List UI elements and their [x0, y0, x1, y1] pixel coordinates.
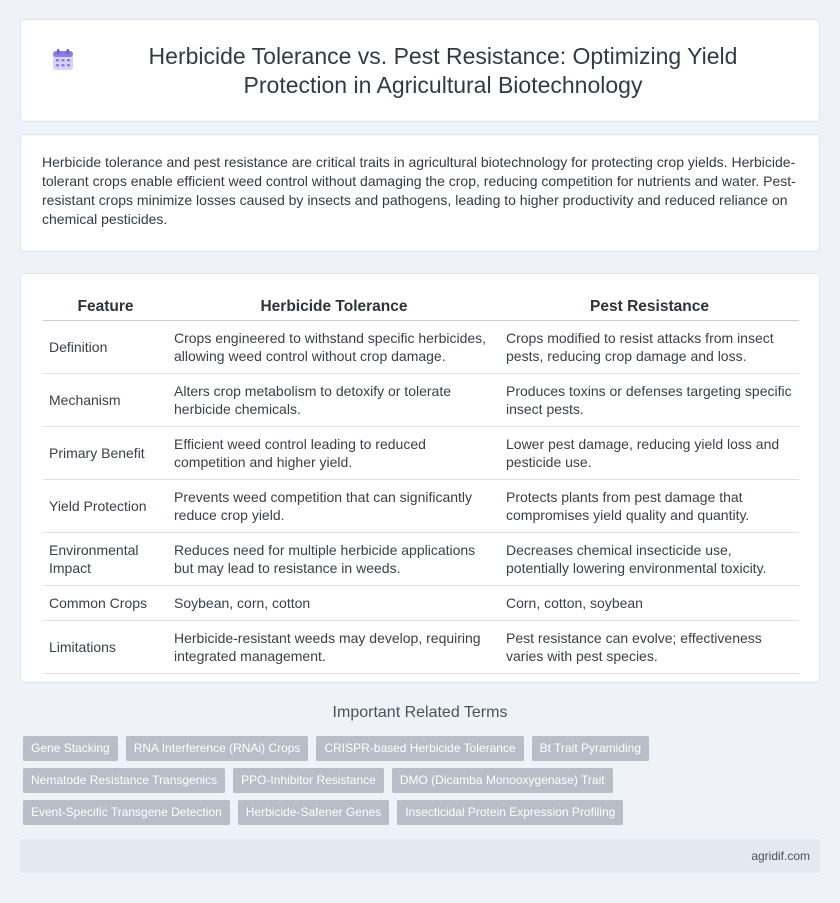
herbicide-cell: Alters crop metabolism to detoxify or tolerate herbicide chemicals.	[168, 374, 500, 427]
related-term-tag[interactable]: Nematode Resistance Transgenics	[23, 768, 225, 793]
calendar-icon	[51, 48, 75, 72]
related-term-tag[interactable]: Herbicide-Safener Genes	[238, 800, 389, 825]
intro-card	[20, 134, 820, 252]
table-row	[43, 586, 799, 621]
header-pest-resistance: Pest Resistance	[500, 296, 799, 321]
feature-cell: Yield Protection	[43, 480, 168, 533]
footer	[20, 839, 820, 873]
related-term-tag[interactable]: Gene Stacking	[23, 736, 118, 761]
table-row	[43, 480, 799, 533]
related-term-tag[interactable]: Insecticidal Protein Expression Profiling	[397, 800, 623, 825]
feature-cell: Common Crops	[43, 586, 168, 621]
related-term-tag[interactable]: Event-Specific Transgene Detection	[23, 800, 230, 825]
pest-cell: Crops modified to resist attacks from insect pests, reducing crop damage and loss.	[500, 321, 799, 374]
table-header-row	[43, 296, 799, 321]
feature-cell: Limitations	[43, 621, 168, 674]
related-term-tag[interactable]: DMO (Dicamba Monooxygenase) Trait	[392, 768, 613, 793]
herbicide-cell: Efficient weed control leading to reduced competition and higher yield.	[168, 427, 500, 480]
feature-cell: Primary Benefit	[43, 427, 168, 480]
feature-cell: Definition	[43, 321, 168, 374]
pest-cell: Protects plants from pest damage that compromises yield quality and quantity.	[500, 480, 799, 533]
pest-cell: Produces toxins or defenses targeting specific insect pests.	[500, 374, 799, 427]
pest-cell: Decreases chemical insecticide use, potentially lowering environmental toxicity.	[500, 533, 799, 586]
herbicide-cell: Prevents weed competition that can significantly reduce crop yield.	[168, 480, 500, 533]
herbicide-cell: Reduces need for multiple herbicide applications but may lead to resistance in weeds.	[168, 533, 500, 586]
related-term-tag[interactable]: Bt Trait Pyramiding	[532, 736, 649, 761]
related-term-tag[interactable]: PPO-Inhibitor Resistance	[233, 768, 384, 793]
pest-cell: Lower pest damage, reducing yield loss and pesticide use.	[500, 427, 799, 480]
related-term-tag[interactable]: RNA Interference (RNAi) Crops	[126, 736, 309, 761]
header-herbicide-tolerance: Herbicide Tolerance	[168, 296, 500, 321]
related-term-tag[interactable]: CRISPR-based Herbicide Tolerance	[316, 736, 523, 761]
intro-paragraph: Herbicide tolerance and pest resistance are critical traits in agricultural biotechnology for protecting crop yields. Herbicide-tolerant crops enable efficient weed control without damaging the crop, reducing competition for nutrients and water. Pest-resistant crops minimize losses caused by insects and pathogens, leading to higher productivity and reduced reliance on chemical pesticides.	[42, 154, 796, 227]
table-row	[43, 427, 799, 480]
footer-site-link[interactable]: agridif.com	[751, 849, 810, 863]
related-terms-heading: Important Related Terms	[332, 704, 508, 721]
page-title: Herbicide Tolerance vs. Pest Resistance: Optimizing Yield Protection in Agricultural Biotechnology	[148, 42, 738, 98]
feature-cell: Environmental Impact	[43, 533, 168, 586]
herbicide-cell: Crops engineered to withstand specific herbicides, allowing weed control without crop damage.	[168, 321, 500, 374]
title-card	[20, 19, 820, 122]
related-terms-list	[23, 736, 823, 832]
table-row	[43, 321, 799, 374]
table-row	[43, 374, 799, 427]
herbicide-cell: Herbicide-resistant weeds may develop, requiring integrated management.	[168, 621, 500, 674]
pest-cell: Corn, cotton, soybean	[500, 586, 799, 621]
title-wrap	[21, 20, 819, 121]
table-row	[43, 533, 799, 586]
pest-cell: Pest resistance can evolve; effectiveness varies with pest species.	[500, 621, 799, 674]
comparison-table	[43, 296, 799, 674]
table-row	[43, 621, 799, 674]
header-feature: Feature	[43, 296, 168, 321]
herbicide-cell: Soybean, corn, cotton	[168, 586, 500, 621]
comparison-table-card	[20, 273, 820, 683]
feature-cell: Mechanism	[43, 374, 168, 427]
